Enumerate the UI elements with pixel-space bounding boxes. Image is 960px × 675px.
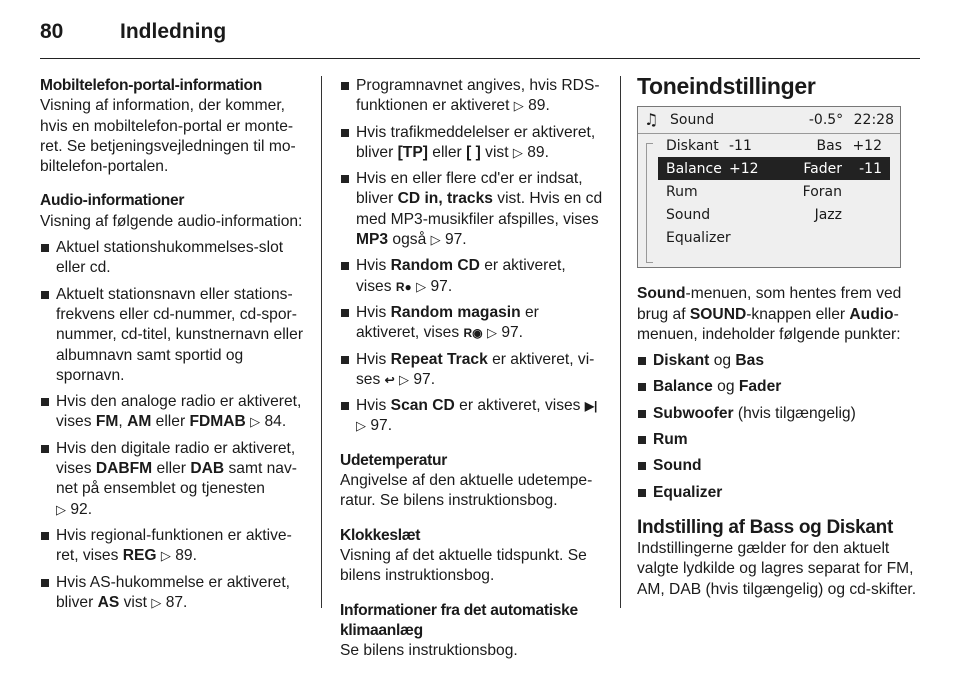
paragraph: Indstillingerne gælder for den aktuelt valgte lydkilde og lagres separat for FM, AM, DAB (hvis tilgængelig) og cd-skifter. xyxy=(637,539,917,598)
list-item: Subwoofer (hvis tilgængelig) xyxy=(637,404,922,424)
list-item: Aktuel stationshukommelses-slot eller cd. xyxy=(40,238,308,279)
section-heading: Klokkeslæt xyxy=(340,526,421,544)
sound-items-list xyxy=(637,351,922,503)
screen-menu-row: Rum Foran xyxy=(666,183,842,200)
music-note-icon: ♫ xyxy=(644,110,659,130)
screen-header xyxy=(638,107,900,134)
paragraph: Visning af information, der kommer, hvis en mobiltelefon-portal er monteret. Se betjeningsvejledningen til mobiltelefon-portalen. xyxy=(40,97,296,176)
page-header xyxy=(40,18,920,59)
column-divider xyxy=(620,76,621,608)
scan-icon: ▶| xyxy=(584,399,598,414)
sound-menu-screenshot xyxy=(637,106,901,268)
list-item: Hvis en eller flere cd'er er indsat, bliver CD in, tracks vist. Hvis en cd med MP3-musikfiler afspilles, vises MP3 også ▷ 97. xyxy=(340,169,605,250)
display-list xyxy=(340,76,605,437)
section-heading: Informationer fra det automatiske klimaanlæg xyxy=(340,601,578,639)
arrow-ref-icon: ▷ xyxy=(250,414,261,430)
column-3 xyxy=(637,73,922,614)
list-item: Diskant og Bas xyxy=(637,351,922,371)
list-item: Hvis den digitale radio er aktiveret, vises DABFM eller DAB samt navnet på ensemblet og tjenesten ▷ 92. xyxy=(40,439,308,520)
paragraph: Visning af følgende audio-information: xyxy=(40,212,303,230)
list-item: Hvis regional-funktionen er aktiveret, vises REG ▷ 89. xyxy=(40,526,308,567)
section-title: Toneindstillinger xyxy=(637,73,816,99)
arrow-ref-icon: ▷ xyxy=(430,232,441,248)
list-item: Hvis Scan CD er aktiveret, vises ▶| ▷ 97. xyxy=(340,396,605,437)
arrow-ref-icon: ▷ xyxy=(160,548,171,564)
list-item: Balance og Fader xyxy=(637,377,922,397)
random-magazine-icon: R◉ xyxy=(463,326,483,341)
list-item: Hvis Random CD er aktiveret, vises R● ▷ 97. xyxy=(340,256,605,297)
list-item: Hvis Repeat Track er aktiveret, vises ↩ ▷ 97. xyxy=(340,350,605,391)
paragraph: Se bilens instruktionsbog. xyxy=(340,642,518,660)
screen-menu-row: Diskant -11 Bas +12 xyxy=(666,137,882,154)
section-heading: Audio-informationer xyxy=(40,192,185,210)
repeat-icon: ↩ xyxy=(384,372,395,387)
screen-menu-row: Sound Jazz xyxy=(666,206,842,223)
screen-menu xyxy=(658,134,890,249)
list-item: Programnavnet angives, hvis RDS-funktionen er aktiveret ▷ 89. xyxy=(340,76,605,117)
list-item: Hvis trafikmeddelelser er aktiveret, bliver [TP] eller [ ] vist ▷ 89. xyxy=(340,123,605,164)
list-item: Hvis Random magasin er aktiveret, vises R◉ ▷ 97. xyxy=(340,303,605,344)
arrow-ref-icon: ▷ xyxy=(416,278,427,294)
audio-list xyxy=(40,238,308,613)
section-heading: Udetemperatur xyxy=(340,451,448,469)
column-divider xyxy=(321,76,322,608)
random-cd-icon: R● xyxy=(395,279,412,294)
arrow-ref-icon: ▷ xyxy=(399,371,410,387)
screen-menu-row: Equalizer xyxy=(666,229,731,246)
list-item: Equalizer xyxy=(637,483,922,503)
section-heading: Indstilling af Bass og Diskant xyxy=(637,516,893,538)
list-item: Hvis AS-hukommelse er aktiveret, bliver AS vist ▷ 87. xyxy=(40,573,308,614)
list-item: Rum xyxy=(637,430,922,450)
list-item: Hvis den analoge radio er aktiveret, vises FM, AM eller FDMAB ▷ 84. xyxy=(40,392,308,433)
page-number: 80 xyxy=(40,20,64,43)
paragraph: Sound-menuen, som hentes frem ved brug af SOUND-knappen eller Audio-menuen, indeholder følgende punkter: xyxy=(637,285,902,343)
arrow-ref-icon: ▷ xyxy=(486,325,497,341)
arrow-ref-icon: ▷ xyxy=(151,594,162,610)
arrow-ref-icon: ▷ xyxy=(513,98,524,114)
list-item: Aktuelt stationsnavn eller stationsfrekvens eller cd-nummer, cd-spornummer, cd-titel, kunstnernavn eller albumnavn samt sportid og spornavn. xyxy=(40,285,308,386)
menu-bracket xyxy=(646,143,653,263)
column-2 xyxy=(340,76,605,675)
arrow-ref-icon: ▷ xyxy=(56,501,66,517)
list-item: Sound xyxy=(637,456,922,476)
arrow-ref-icon: ▷ xyxy=(512,144,523,160)
section-heading: Mobiltelefon-portal-information xyxy=(40,77,262,94)
screen-title: Sound xyxy=(670,112,715,129)
arrow-ref-icon: ▷ xyxy=(356,418,366,434)
column-1 xyxy=(40,76,308,627)
screen-status: -0.5° 22:28 xyxy=(808,112,894,129)
page-title: Indledning xyxy=(120,20,227,43)
paragraph: Visning af det aktuelle tidspunkt. Se bilens instruktionsbog. xyxy=(340,546,587,585)
screen-menu-row: Balance +12 Fader -11 xyxy=(658,157,890,180)
paragraph: Angivelse af den aktuelle udetemperatur. Se bilens instruktionsbog. xyxy=(340,472,593,510)
